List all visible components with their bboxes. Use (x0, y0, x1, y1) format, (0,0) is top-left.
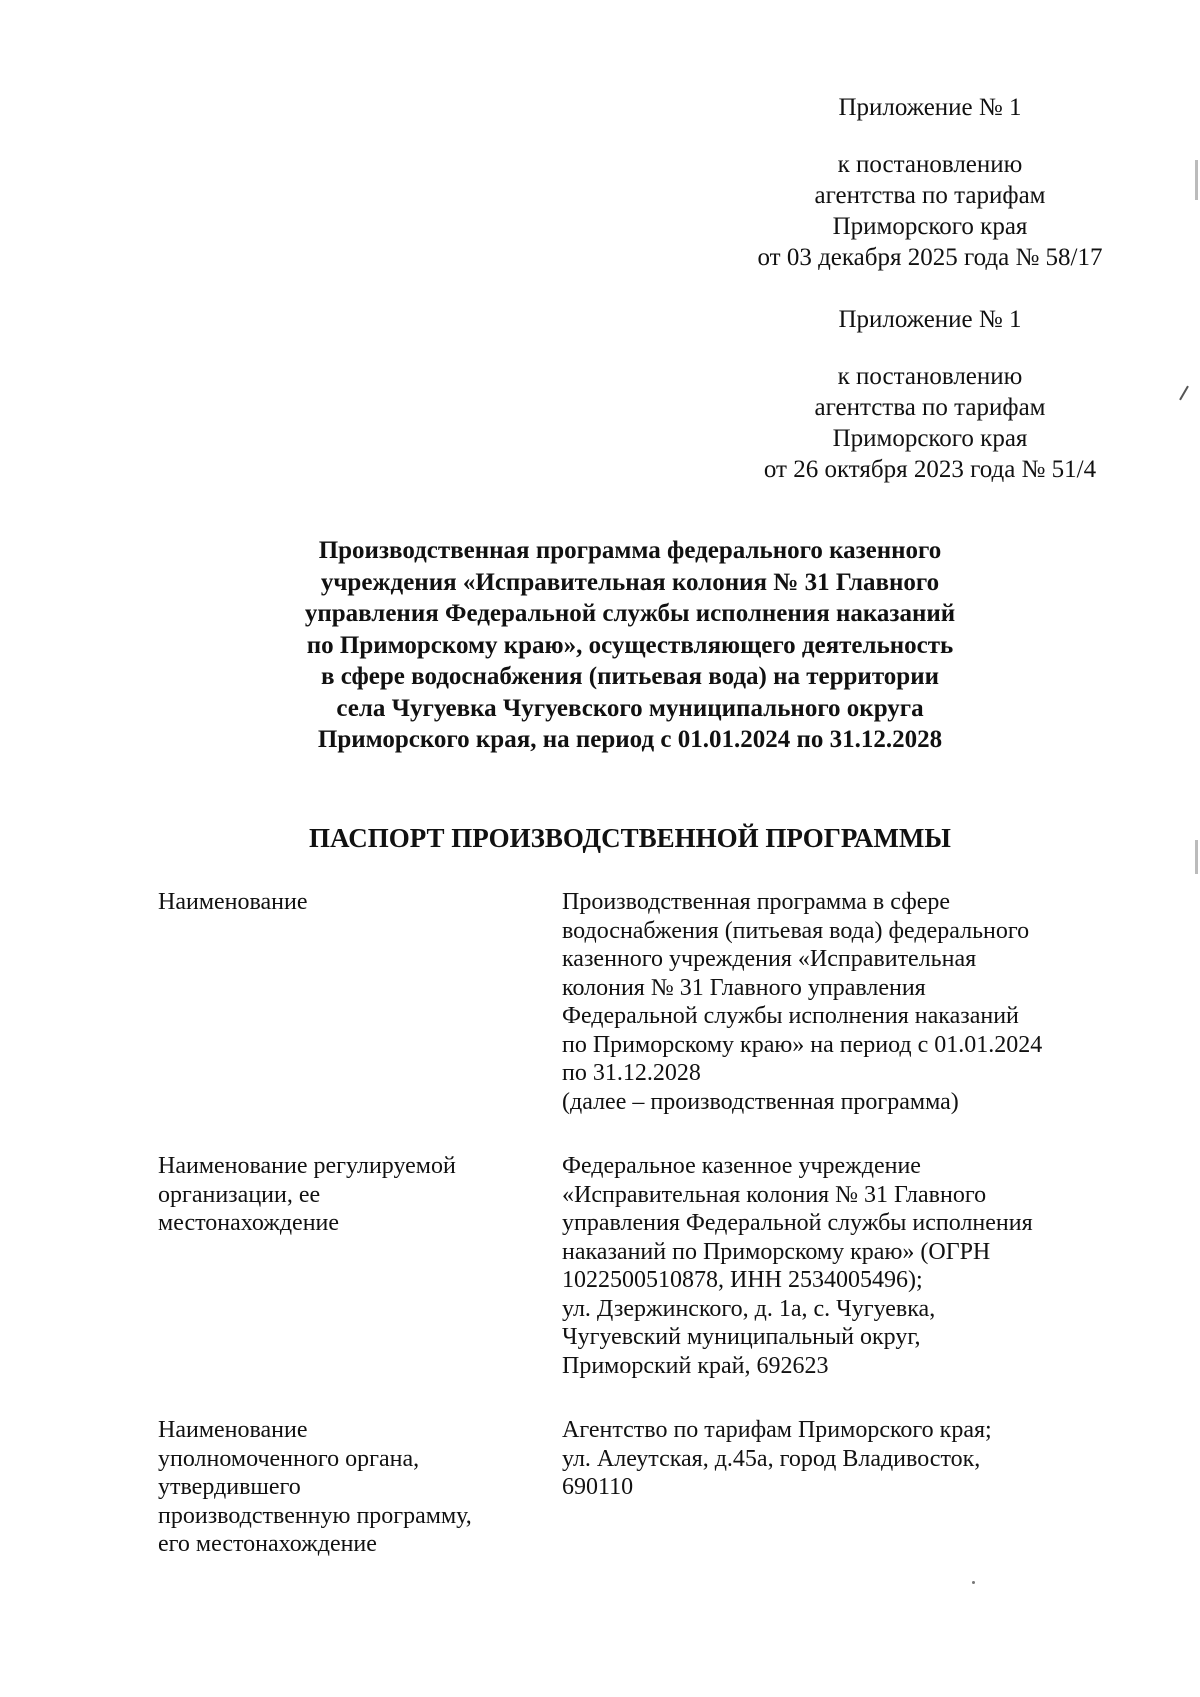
value-line: по 31.12.2028 (562, 1060, 701, 1086)
scan-edge-mark (1195, 160, 1198, 200)
appendix-date-line: от 26 октября 2023 года № 51/4 (763, 456, 1097, 483)
passport-row-program-name (158, 888, 1118, 1116)
appendix-line: Приморского края (832, 213, 1028, 240)
appendix-line: агентства по тарифам (814, 394, 1046, 421)
passport-row-regulated-organization (158, 1152, 1118, 1380)
title-line: учреждения «Исправительная колония № 31 Главного (320, 568, 940, 596)
value-line: Федеральной службы исполнения наказаний (562, 1003, 1019, 1029)
row-label (158, 888, 562, 1116)
title-line: Производственная программа федерального казенного (318, 537, 942, 564)
value-line: Федеральное казенное учреждение (562, 1153, 921, 1179)
value-line: Производственная программа в сфере (562, 889, 951, 915)
value-line: наказаний по Приморскому краю» (ОГРН (562, 1238, 991, 1265)
appendix-line: Приморского края (832, 425, 1028, 452)
value-line: казенного учреждения «Исправительная (562, 946, 977, 972)
appendix-header-original (700, 304, 1160, 485)
value-line: 1022500510878, ИНН 2534005496); (562, 1267, 923, 1293)
appendix-date-line: от 03 декабря 2025 года № 58/17 (757, 244, 1103, 271)
label-line: утвердившего (158, 1474, 301, 1500)
value-line: Агентство по тарифам Приморского края; (562, 1417, 992, 1443)
value-line: водоснабжения (питьевая вода) федерального (562, 917, 1030, 944)
row-label (158, 1152, 562, 1380)
label-line: уполномоченного органа, (158, 1445, 420, 1472)
passport-row-authorized-body (158, 1416, 1118, 1559)
title-line: управления Федеральной службы исполнения наказаний (304, 600, 956, 627)
value-line: по Приморскому краю» на период с 01.01.2024 (562, 1031, 1043, 1058)
value-line: Чугуевский муниципальный округ, (562, 1324, 921, 1350)
pen-tick-mark (1179, 386, 1189, 401)
appendix-line: агентства по тарифам (814, 182, 1046, 209)
row-value (562, 1152, 1118, 1380)
row-label (158, 1416, 562, 1559)
label-line: Наименование (158, 889, 308, 915)
row-value (562, 888, 1118, 1116)
value-line: (далее – производственная программа) (562, 1088, 959, 1115)
value-line: Приморский край, 692623 (562, 1352, 829, 1379)
label-line: его местонахождение (158, 1531, 377, 1557)
label-line: Наименование (158, 1417, 308, 1443)
label-line: производственную программу, (158, 1502, 472, 1529)
appendix-number: Приложение № 1 (838, 94, 1022, 121)
passport-table (158, 888, 1118, 1595)
row-value (562, 1416, 1118, 1559)
value-line: «Исправительная колония № 31 Главного (562, 1181, 987, 1208)
title-line: села Чугуевка Чугуевского муниципального округа (336, 694, 924, 722)
value-line: ул. Дзержинского, д. 1а, с. Чугуевка, (562, 1295, 936, 1322)
appendix-number: Приложение № 1 (838, 306, 1022, 333)
appendix-header-new (700, 92, 1160, 273)
title-line: Приморского края, на период с 01.01.2024 по 31.12.2028 (317, 726, 943, 753)
document-title (200, 535, 1060, 756)
scan-edge-mark (1195, 840, 1198, 874)
title-line: по Приморскому краю», осуществляющего деятельность (306, 631, 954, 659)
appendix-line: к постановлению (837, 151, 1023, 178)
title-line: в сфере водоснабжения (питьевая вода) на территории (320, 663, 940, 690)
label-line: Наименование регулируемой (158, 1153, 456, 1179)
value-line: ул. Алеутская, д.45а, город Владивосток, (562, 1445, 981, 1472)
passport-heading: ПАСПОРТ ПРОИЗВОДСТВЕННОЙ ПРОГРАММЫ (309, 823, 951, 853)
label-line: местонахождение (158, 1210, 340, 1236)
value-line: 690110 (562, 1474, 634, 1500)
appendix-line: к постановлению (837, 363, 1023, 390)
value-line: управления Федеральной службы исполнения (562, 1210, 1033, 1236)
value-line: колония № 31 Главного управления (562, 974, 926, 1001)
label-line: организации, ее (158, 1181, 321, 1208)
